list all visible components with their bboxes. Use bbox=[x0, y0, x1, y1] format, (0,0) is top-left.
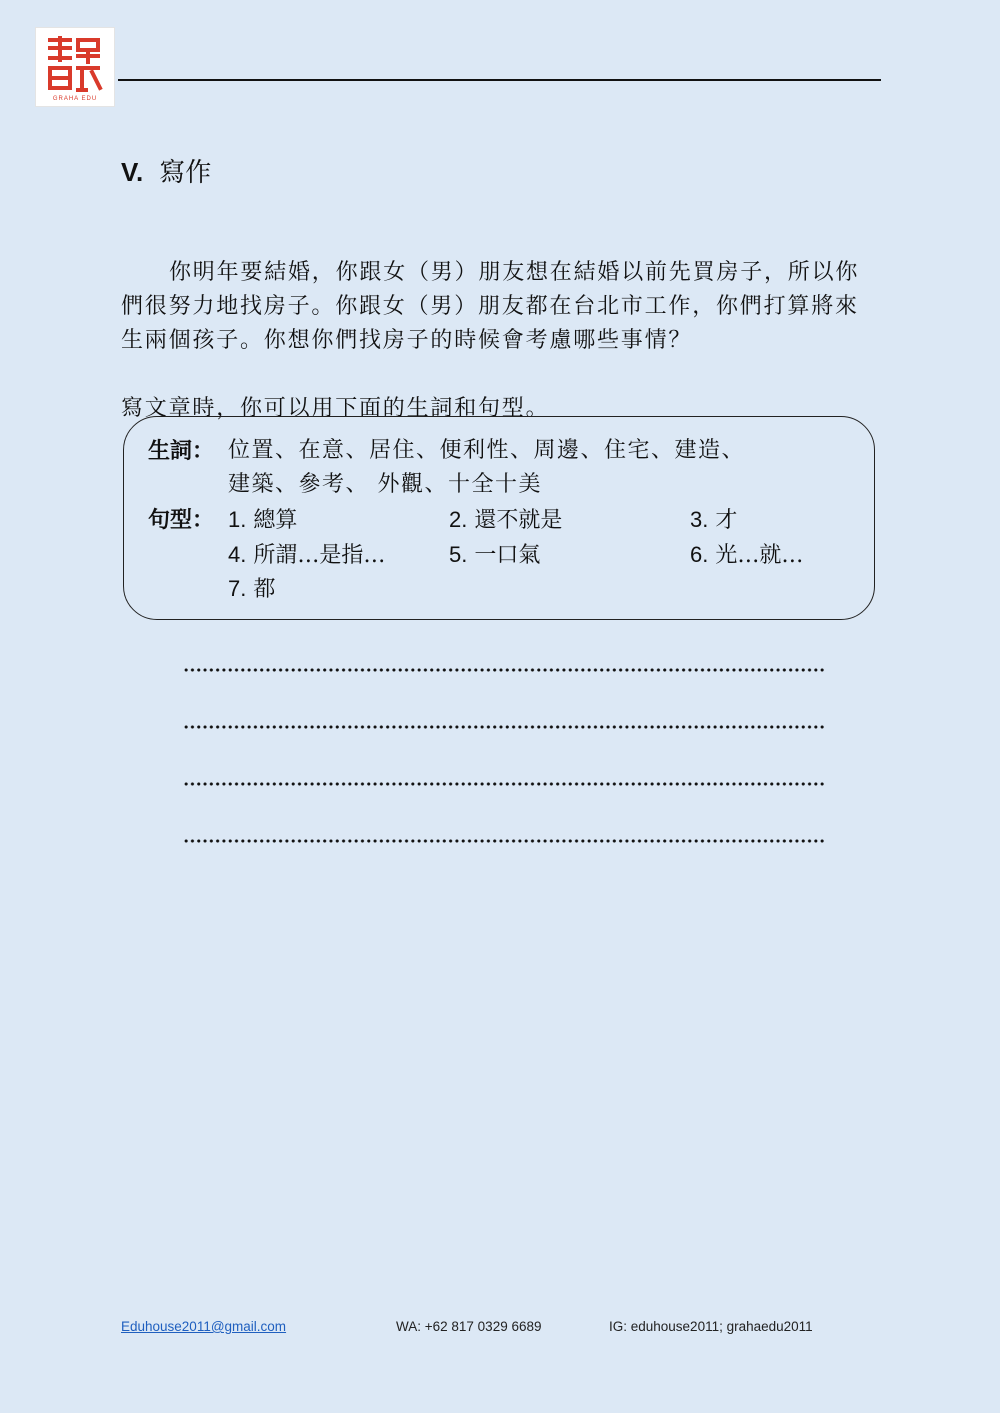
pattern-label-row bbox=[148, 503, 214, 538]
email-link[interactable]: Eduhouse2011@gmail.com bbox=[121, 1319, 287, 1334]
answer-line[interactable] bbox=[183, 722, 825, 732]
vocab-label: 生詞： bbox=[148, 438, 215, 464]
pattern-label: 句型： bbox=[148, 507, 215, 533]
section-number: V. bbox=[121, 157, 144, 187]
answer-line[interactable] bbox=[183, 779, 825, 789]
prompt-instruction: 寫文章時，你可以用下面的生詞和句型。 bbox=[121, 396, 550, 421]
footer-instagram: IG: eduhouse2011; grahaedu2011 bbox=[609, 1319, 813, 1334]
section-title: 寫作 bbox=[159, 158, 212, 188]
vocab-list-line-2: 建築、參考、 外觀、十全十美 bbox=[228, 472, 542, 497]
vocabulary-box bbox=[123, 416, 875, 620]
footer-email[interactable] bbox=[121, 1317, 286, 1337]
answer-line[interactable] bbox=[183, 836, 825, 846]
section-heading bbox=[121, 152, 211, 193]
pattern-item: 7. 都 bbox=[228, 576, 276, 602]
prompt-paragraph: 你明年要結婚，你跟女（男）朋友想在結婚以前先買房子，所以你們很努力地找房子。你跟女（男）朋友都在台北市工作，你們打算將來生兩個孩子。你想你們找房子的時候會考慮哪些事情？ bbox=[121, 260, 860, 353]
pattern-item: 2. 還不就是 bbox=[449, 507, 563, 533]
seal-logo-icon bbox=[36, 28, 114, 106]
pattern-item: 3. 才 bbox=[690, 507, 738, 533]
footer-whatsapp: WA: +62 817 0329 6689 bbox=[396, 1319, 542, 1334]
pattern-item: 6. 光…就… bbox=[690, 542, 804, 568]
vocab-row-1 bbox=[148, 434, 214, 469]
pattern-item: 1. 總算 bbox=[228, 507, 298, 533]
pattern-item: 4. 所謂…是指… bbox=[228, 542, 386, 568]
logo-text: GRAHA EDU bbox=[52, 96, 98, 102]
vocab-list-line-1: 位置、在意、居住、便利性、周邊、住宅、建造、 bbox=[228, 438, 746, 463]
header-rule bbox=[118, 79, 881, 81]
pattern-item: 5. 一口氣 bbox=[449, 542, 541, 568]
answer-line[interactable] bbox=[183, 665, 825, 675]
logo bbox=[35, 27, 115, 107]
